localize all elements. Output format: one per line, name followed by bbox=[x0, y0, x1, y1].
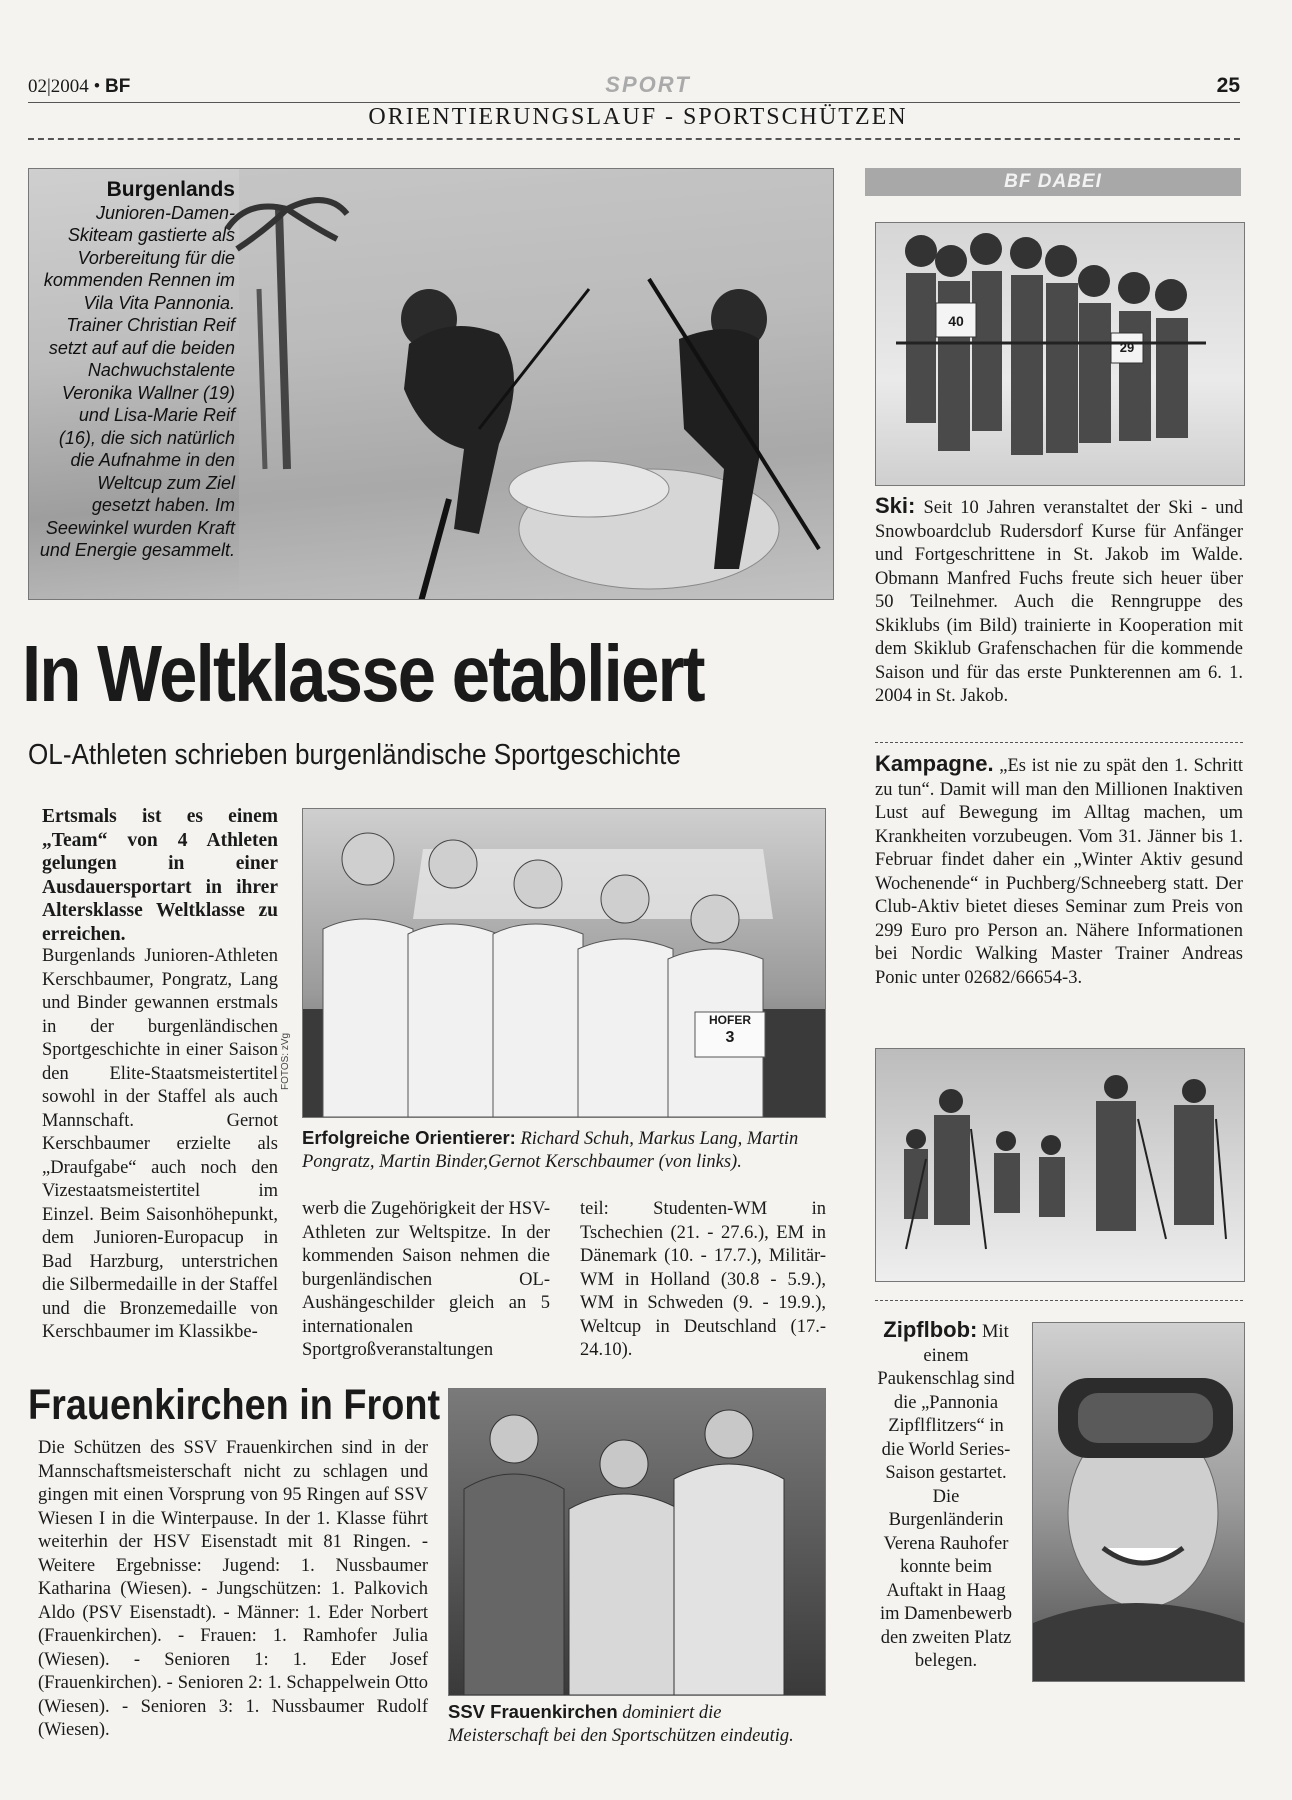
page-header bbox=[28, 72, 1240, 132]
nordic-walking-photo bbox=[875, 1048, 1245, 1282]
ski-club-bib-number-2: 29 bbox=[1119, 340, 1135, 355]
issue-number: 02|2004 bbox=[28, 76, 89, 97]
sidebar-divider-2 bbox=[875, 1300, 1243, 1301]
main-intro: Ertsmals ist es einem „Team“ von 4 Athleten gelungen in einer Ausdauersportart in ihrer Altersklasse Weltklasse zu erreichen. bbox=[42, 806, 278, 945]
shooting-caption-lead: SSV Frauenkirchen bbox=[448, 1701, 618, 1722]
shooting-caption-text: dominiert die Meisterschaft bei den Sportschützen eindeutig. bbox=[448, 1703, 794, 1746]
zipflbob-portrait-photo bbox=[1032, 1322, 1245, 1682]
bib-sponsor: HOFER bbox=[709, 1013, 751, 1027]
shooting-caption bbox=[448, 1700, 824, 1748]
ski-club-text bbox=[875, 494, 1243, 709]
photo-credit: FOTOS: zVg bbox=[280, 1032, 291, 1090]
main-subhead: OL-Athleten schrieben burgenländische Sportgeschichte bbox=[28, 739, 681, 771]
bib-number: 3 bbox=[725, 1029, 735, 1046]
orienteering-caption bbox=[302, 1126, 824, 1174]
kampagne-lead: Kampagne. bbox=[875, 751, 994, 776]
page-number: 25 bbox=[1216, 74, 1240, 97]
orienteering-caption-lead: Erfolgreiche Orientierer: bbox=[302, 1127, 516, 1148]
orienteering-team-illustration bbox=[303, 809, 825, 1117]
second-body: Die Schützen des SSV Frauenkirchen sind in der Mannschaftsmeisterschaft nicht zu schlagen und gingen mit einen Vorsprung von 95 Ringen auf SSV Wiesen I in die Winterpause. In der 1. Klasse führt weiterhin der HSV Eisenstadt mit 81 Ringen. - Weitere Ergebnisse: Jugend: 1. Nussbaumer Katharina (Wiesen). - Jungschützen: 1. Palkovich Aldo (PSV Eisenstadt). - Männer: 1. Eder Norbert (Frauenkirchen). - Frauen: 1. Ramhofer Julia (Wiesen). - Senioren 1: 1. Eder Josef (Frauenkirchen). - Senioren 2: 1. Schappelwein Otto (Wiesen). - Senioren 3: 1. Nussbaumer Rudolf (Wiesen). bbox=[38, 1438, 428, 1740]
ski-team-caption-lead: Burgenlands bbox=[106, 178, 235, 201]
zipflbob-lead: Zipflbob: bbox=[883, 1317, 978, 1342]
ski-club-illustration bbox=[876, 223, 1244, 485]
sidebar-banner-text: BF DABEI bbox=[1004, 171, 1102, 192]
kampagne-body: „Es ist nie zu spät den 1. Schritt zu tun“. Damit will man den Millionen Inaktiven Lust auf Bewegung im Alltag machen, um Krankheiten vorzubeugen. Vom 31. Jänner bis 1. Februar findet daher ein „Winter Aktiv gesund Wochenende“ in Puchberg/Schneeberg statt. Der Club-Aktiv bietet dieses Seminar zum Preis von 299 Euro pro Person an. Nähere Informationen bei Nordic Walking Master Trainer Andreas Ponic unter 02682/66654-3. bbox=[875, 756, 1243, 988]
publication-name: BF bbox=[104, 76, 131, 97]
shooting-team-photo bbox=[448, 1388, 826, 1696]
ski-club-lead: Ski: bbox=[875, 493, 916, 518]
header-rule bbox=[28, 102, 1240, 103]
kampagne-text bbox=[875, 752, 1243, 990]
sidebar-banner bbox=[865, 168, 1241, 196]
header-dashed-rule bbox=[28, 138, 1240, 140]
ski-club-photo bbox=[875, 222, 1245, 486]
zipflbob-body: Mit einem Paukenschlag sind die „Pannonia Zipflflitzers“ in die World Series-Saison gestartet. Die Burgenländerin Verena Rauhofer konnte beim Auftakt in Haag im Damenbewerb den zweiten Platz belegen. bbox=[877, 1322, 1015, 1671]
ski-club-body: Seit 10 Jahren veranstaltet der Ski - und Snowboardclub Rudersdorf Kurse für Anfänger und Fortgeschrittene in St. Jakob im Walde. Obmann Manfred Fuchs freute sich heuer über 50 Teilnehmer. Auch die Renngruppe des Skiklubs (im Bild) trainierte in Kooperation mit dem Skiklub Grafenschachen für die kommende Saison und für das erste Punkterennen am 6. 1. 2004 in St. Jakob. bbox=[875, 498, 1243, 706]
orienteering-team-photo bbox=[302, 808, 826, 1118]
ski-team-caption-text: Junioren-Damen-Skiteam gastierte als Vorbereitung für die kommenden Rennen im Vila Vita Pannonia. Trainer Christian Reif setzt auf auf die beiden Nachwuchstalente Veronika Wallner (19) und Lisa-Marie Reif (16), die sich natürlich die Aufnahme in den Weltcup zum Ziel gesetzt haben. Im Seewinkel wurden Kraft und Energie gesammelt. bbox=[39, 202, 235, 560]
bullet-separator: • bbox=[93, 76, 101, 97]
main-body-col3: teil: Studenten-WM in Tschechien (21. - 27.6.), EM in Dänemark (10. - 17.7.), Militär-WM in Holland (30.8 - 5.9.), WM in Schweden (9. - 19.9.), Weltcup in Deutschland (17.- 24.10). bbox=[580, 1199, 826, 1360]
main-headline: In Weltklasse etabliert bbox=[22, 629, 704, 718]
main-body-col2: werb die Zugehörigkeit der HSV-Athleten zur Weltspitze. In der kommenden Saison nehmen die burgenländischen OL-Aushängeschilder gleich an 5 internationalen Sportgroßveranstaltungen bbox=[302, 1199, 550, 1360]
nordic-walking-illustration bbox=[876, 1049, 1244, 1281]
ski-team-caption bbox=[37, 179, 235, 562]
second-headline: Frauenkirchen in Front bbox=[28, 1381, 441, 1429]
ski-team-photo bbox=[28, 168, 834, 600]
ski-club-bib-number: 40 bbox=[948, 313, 964, 329]
section-label: SPORT bbox=[605, 72, 691, 97]
issue-info bbox=[28, 76, 130, 98]
orienteering-caption-text: Richard Schuh, Markus Lang, Martin Pongratz, Martin Binder,Gernot Kerschbaumer (von links). bbox=[302, 1129, 799, 1172]
zipflbob-portrait-illustration bbox=[1033, 1323, 1244, 1681]
zipflbob-text bbox=[875, 1318, 1017, 1674]
subsection-title: ORIENTIERUNGSLAUF - SPORTSCHÜTZEN bbox=[368, 104, 908, 130]
main-body-col1: Burgenlands Junioren-Athleten Kerschbaumer, Pongratz, Lang und Binder gewannen erstmals in der burgenländischen Sportgeschichte in einer Saison den Elite-Staatsmeistertitel sowohl in der Staffel als auch Mannschaft. Gernot Kerschbaumer erzielte als „Draufgabe“ auch noch den Vizestaatsmeistertitel im Einzel. Beim Saisonhöhepunkt, dem Junioren-Europacup in Bad Harzburg, unterstrichen die Silbermedaille in der Staffel und die Bronzemedaille von Kerschbaumer im Klassikbe- bbox=[42, 946, 278, 1342]
sidebar-divider-1 bbox=[875, 742, 1243, 743]
shooting-team-illustration bbox=[449, 1389, 825, 1695]
